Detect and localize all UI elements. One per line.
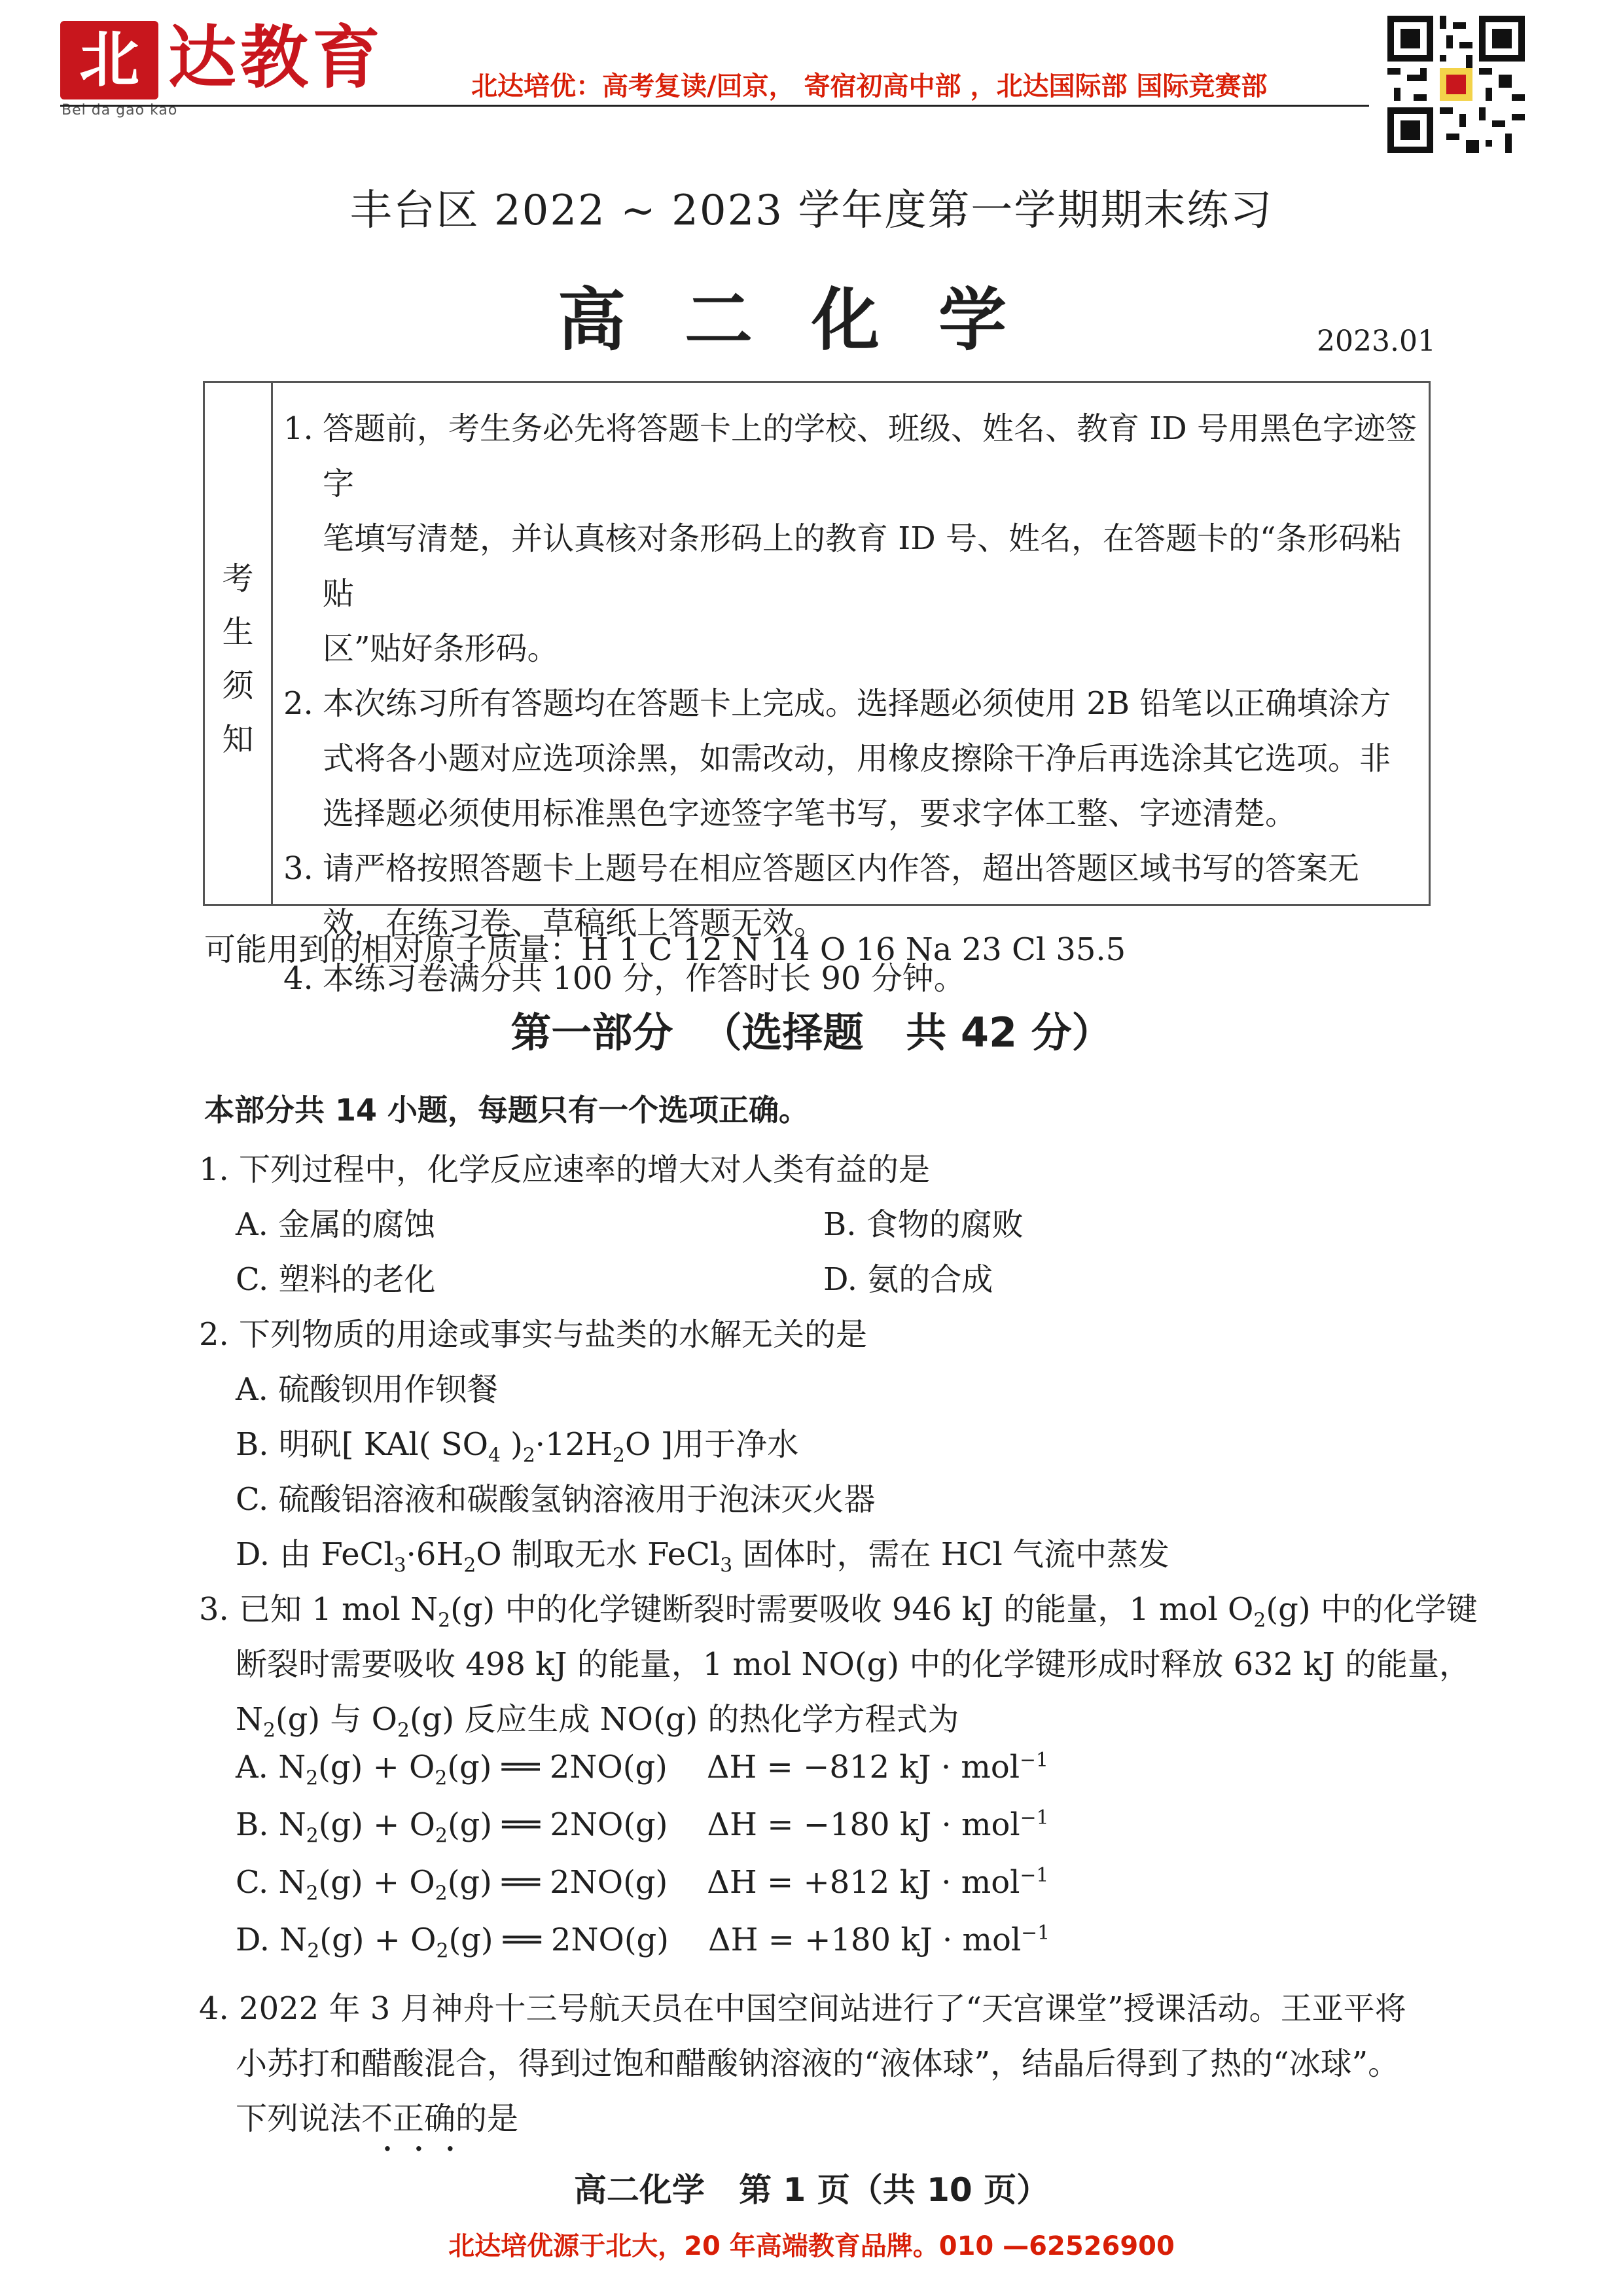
formula-text: ·6H bbox=[406, 1536, 464, 1573]
logo-mark: 北 bbox=[60, 21, 158, 99]
question-3-option-c bbox=[236, 1864, 1049, 1905]
notice-line: 答题前，考生务必先将答题卡上的学校、班级、姓名、教育 ID 号用黑色字迹签字 bbox=[323, 410, 1417, 502]
emphasis-dots: ··· bbox=[383, 2134, 477, 2164]
atomic-masses: 可能用到的相对原子质量：H 1 C 12 N 14 O 16 Na 23 Cl 35.5 bbox=[204, 931, 1126, 968]
question-1-stem: 1. 下列过程中，化学反应速率的增大对人类有益的是 bbox=[199, 1151, 931, 1188]
stem-text: (g) 中的化学键断裂时需要吸收 946 kJ 的能量，1 mol O bbox=[450, 1591, 1254, 1628]
notice-item-number: 2. bbox=[283, 685, 313, 722]
notice-item bbox=[283, 676, 1422, 841]
notice-item-number: 3. bbox=[283, 850, 313, 887]
page-footer: 高二化学 第 1 页（共 10 页） bbox=[573, 2171, 1050, 2209]
question-2-option-a: A. 硫酸钡用作钡餐 bbox=[236, 1371, 499, 1408]
notice-line: 请严格按照答题卡上题号在相应答题区内作答，超出答题区域书写的答案无 bbox=[323, 850, 1360, 887]
brand-footer: 北达培优源于北大，20 年高端教育品牌。010 —62526900 bbox=[448, 2231, 1175, 2261]
header-banner: 北达培优：高考复读/回京， 寄宿初高中部 ，北达国际部 国际竞赛部 bbox=[471, 71, 1268, 101]
subscript: 2 bbox=[307, 1939, 320, 1963]
question-3-stem bbox=[199, 1584, 1478, 1632]
equation-text: (g) ══ 2NO(g) bbox=[447, 1806, 668, 1843]
formula-text: O ]用于净水 bbox=[624, 1426, 799, 1463]
formula-text: D. 由 FeCl bbox=[236, 1536, 394, 1573]
equation-text: N bbox=[278, 1806, 306, 1843]
exam-title: 丰台区 2022 ~ 2023 学年度第一学期期末练习 bbox=[349, 187, 1274, 235]
notice-item-number: 1. bbox=[283, 410, 313, 447]
brand-logo bbox=[60, 18, 401, 118]
subscript: 2 bbox=[397, 1719, 410, 1742]
part-heading: 第一部分 （选择题 共 42 分） bbox=[510, 1009, 1113, 1056]
stem-text: 3. 已知 1 mol N bbox=[199, 1591, 438, 1628]
question-2-stem: 2. 下列物质的用途或事实与盐类的水解无关的是 bbox=[199, 1316, 868, 1353]
subscript: 3 bbox=[720, 1554, 733, 1577]
notice-line: 本次练习所有答题均在答题卡上完成。选择题必须使用 2B 铅笔以正确填涂方 bbox=[323, 685, 1391, 722]
question-3-option-a bbox=[236, 1749, 1048, 1790]
subscript: 2 bbox=[1253, 1609, 1266, 1632]
equation-text: (g) + O bbox=[318, 1864, 435, 1901]
subscript: 4 bbox=[488, 1444, 501, 1467]
subscript: 2 bbox=[613, 1444, 625, 1467]
superscript: −1 bbox=[1020, 1864, 1049, 1887]
question-3-option-d bbox=[236, 1922, 1050, 1963]
option-label: D. bbox=[236, 1922, 270, 1958]
enthalpy-text: ΔH = +812 kJ · mol bbox=[707, 1864, 1020, 1901]
question-3-option-b bbox=[236, 1806, 1049, 1848]
subject-title: 高二化学 bbox=[557, 280, 1065, 360]
superscript: −1 bbox=[1021, 1922, 1050, 1945]
equation-text: N bbox=[279, 1922, 308, 1958]
notice-line: 笔填写清楚，并认真核对条形码上的教育 ID 号、姓名，在答题卡的“条形码粘贴 bbox=[323, 520, 1402, 612]
notice-line: 本练习卷满分共 100 分，作答时长 90 分钟。 bbox=[323, 960, 965, 997]
qr-code-icon bbox=[1387, 16, 1525, 153]
question-1-option-d: D. 氨的合成 bbox=[823, 1261, 993, 1298]
notice-heading-char: 须 bbox=[222, 668, 254, 704]
option-label: C. bbox=[236, 1864, 269, 1901]
exam-date: 2023.01 bbox=[1317, 325, 1436, 358]
enthalpy-text: ΔH = −180 kJ · mol bbox=[707, 1806, 1020, 1843]
notice-line: 效，在练习卷、草稿纸上答题无效。 bbox=[323, 905, 826, 942]
superscript: −1 bbox=[1020, 1749, 1048, 1772]
notice-line: 选择题必须使用标准黑色字迹签字笔书写，要求字体工整、字迹清楚。 bbox=[323, 795, 1297, 832]
enthalpy-text: ΔH = +180 kJ · mol bbox=[708, 1922, 1022, 1958]
question-4-stem-line: 小苏打和醋酸混合，得到过饱和醋酸钠溶液的“液体球”，结晶后得到了热的“冰球”。 bbox=[236, 2045, 1400, 2082]
subscript: 2 bbox=[306, 1824, 319, 1848]
subscript: 2 bbox=[522, 1444, 535, 1467]
option-label: A. bbox=[236, 1749, 268, 1785]
equation-text: (g) ══ 2NO(g) bbox=[447, 1749, 668, 1785]
question-2-option-d bbox=[236, 1529, 1169, 1577]
question-1-option-b: B. 食物的腐败 bbox=[823, 1206, 1024, 1243]
question-1-option-a: A. 金属的腐蚀 bbox=[236, 1206, 436, 1243]
formula-text: O 制取无水 FeCl bbox=[476, 1536, 721, 1573]
question-2-option-b bbox=[236, 1419, 799, 1467]
question-3-stem-line bbox=[236, 1694, 959, 1742]
equation-text: N bbox=[278, 1749, 306, 1785]
equation-text: (g) ══ 2NO(g) bbox=[448, 1922, 669, 1958]
subscript: 2 bbox=[435, 1882, 448, 1905]
notice-line: 式将各小题对应选项涂黑，如需改动，用橡皮擦除干净后再选涂其它选项。非 bbox=[323, 740, 1391, 777]
formula-text: ) bbox=[500, 1426, 523, 1463]
stem-text: (g) 中的化学键 bbox=[1266, 1591, 1478, 1628]
subscript: 2 bbox=[463, 1554, 476, 1577]
subscript: 2 bbox=[438, 1609, 451, 1632]
superscript: −1 bbox=[1020, 1806, 1049, 1829]
equation-text: N bbox=[278, 1864, 306, 1901]
subscript: 2 bbox=[436, 1939, 449, 1963]
stem-text: (g) 反应生成 NO(g) 的热化学方程式为 bbox=[409, 1701, 959, 1738]
header-divider bbox=[60, 105, 1369, 107]
option-label: B. bbox=[236, 1806, 269, 1843]
notice-heading-char: 知 bbox=[222, 721, 254, 758]
notice-list bbox=[283, 401, 1422, 1006]
notice-heading-char: 生 bbox=[222, 614, 254, 651]
stem-text: N bbox=[236, 1701, 263, 1738]
notice-line: 区”贴好条形码。 bbox=[323, 630, 559, 667]
part-intro: 本部分共 14 小题，每题只有一个选项正确。 bbox=[204, 1092, 810, 1128]
subscript: 3 bbox=[393, 1554, 406, 1577]
formula-text: B. 明矾[ KAl( SO bbox=[236, 1426, 488, 1463]
question-3-stem-line: 断裂时需要吸收 498 kJ 的能量，1 mol NO(g) 中的化学键形成时释放 632 kJ 的能量， bbox=[236, 1646, 1471, 1683]
subscript: 2 bbox=[435, 1767, 448, 1790]
subscript: 2 bbox=[263, 1719, 276, 1742]
logo-subtitle: Bei da gao kao bbox=[62, 102, 178, 118]
question-1-option-c: C. 塑料的老化 bbox=[236, 1261, 436, 1298]
notice-item bbox=[283, 401, 1422, 676]
equation-text: (g) + O bbox=[318, 1749, 435, 1785]
subscript: 2 bbox=[306, 1882, 319, 1905]
equation-text: (g) + O bbox=[318, 1806, 435, 1843]
question-2-option-c: C. 硫酸铝溶液和碳酸氢钠溶液用于泡沫灭火器 bbox=[236, 1481, 876, 1518]
notice-heading bbox=[205, 383, 273, 904]
equation-text: (g) + O bbox=[319, 1922, 437, 1958]
formula-text: ·12H bbox=[535, 1426, 613, 1463]
question-4-stem: 4. 2022 年 3 月神舟十三号航天员在中国空间站进行了“天宫课堂”授课活动。王亚平将 bbox=[199, 1990, 1406, 2027]
question-4-stem-line: 下列说法不正确的是 bbox=[236, 2100, 519, 2137]
enthalpy-text: ΔH = −812 kJ · mol bbox=[706, 1749, 1020, 1785]
formula-text: 固体时，需在 HCl 气流中蒸发 bbox=[732, 1536, 1169, 1573]
stem-text: (g) 与 O bbox=[275, 1701, 397, 1738]
equation-text: (g) ══ 2NO(g) bbox=[447, 1864, 668, 1901]
subscript: 2 bbox=[435, 1824, 448, 1848]
notice-item-number: 4. bbox=[283, 960, 313, 997]
logo-text: 达教育 bbox=[168, 18, 385, 98]
subscript: 2 bbox=[306, 1767, 319, 1790]
notice-heading-char: 考 bbox=[222, 560, 254, 597]
